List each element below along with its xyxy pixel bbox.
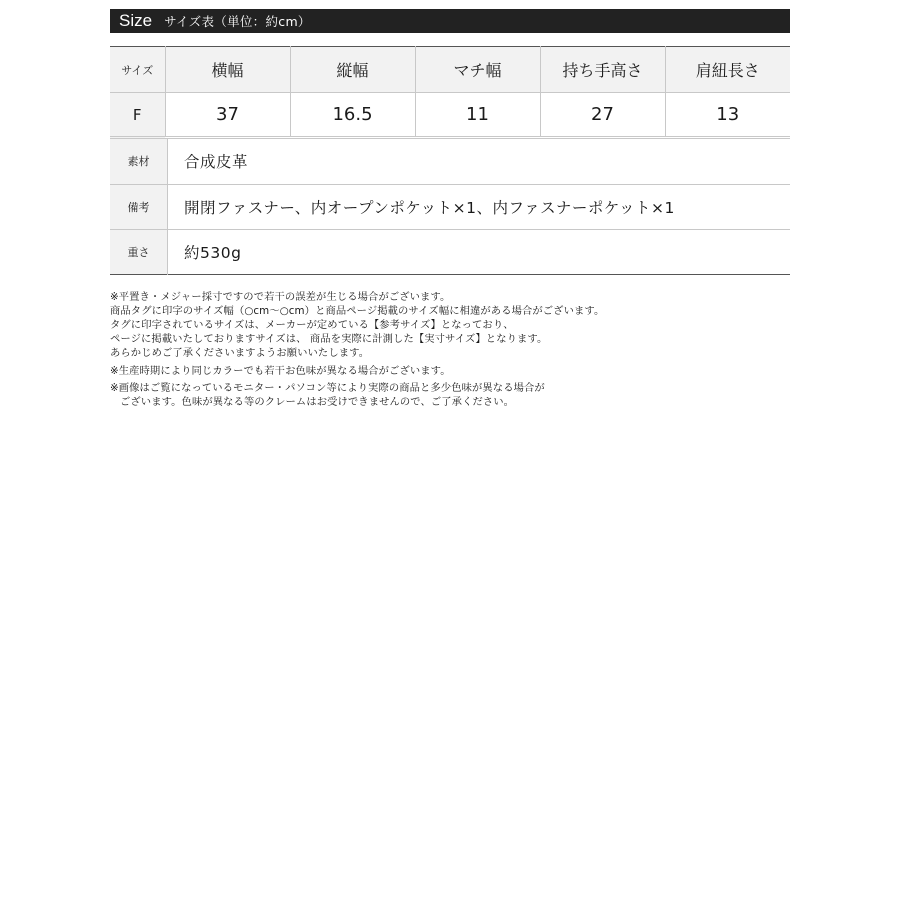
header-width: 横幅 <box>165 47 290 93</box>
note-line: ※生産時期により同じカラーでも若干お色味が異なる場合がございます。 <box>110 364 451 377</box>
info-row-weight <box>110 229 790 274</box>
title-en: Size <box>119 11 153 30</box>
header-handle-height: 持ち手高さ <box>540 47 665 93</box>
row-label: F <box>110 93 165 138</box>
material-label: 素材 <box>110 139 168 184</box>
title-ja: サイズ表（単位：約cm） <box>164 14 311 29</box>
weight-value: 約530g <box>184 243 242 262</box>
remarks-value: 開閉ファスナー、内オープンポケット×1、内ファスナーポケット×1 <box>184 198 675 217</box>
info-row-remarks <box>110 184 790 229</box>
note-line: ございます。色味が異なる等のクレームはお受けできませんので、ご了承ください。 <box>120 395 515 408</box>
remarks-label: 備考 <box>110 184 168 229</box>
info-table <box>110 139 790 275</box>
size-table-row <box>110 93 790 138</box>
info-row-material <box>110 139 790 184</box>
notes <box>110 290 790 410</box>
value-strap-length: 13 <box>665 93 790 138</box>
header-height: 縦幅 <box>290 47 415 93</box>
note-line: 商品タグに印字のサイズ幅（○cm～○cm）と商品ページ掲載のサイズ幅に相違がある場合がございます。 <box>110 304 605 317</box>
value-height: 16.5 <box>290 93 415 138</box>
value-depth: 11 <box>415 93 540 138</box>
header-strap-length: 肩紐長さ <box>665 47 790 93</box>
header-corner: サイズ <box>121 63 154 77</box>
header-depth: マチ幅 <box>415 47 540 93</box>
size-table-header-row <box>110 47 790 93</box>
note-line: ページに掲載いたしておりますサイズは、 商品を実際に計測した【実寸サイズ】となります。 <box>110 333 548 346</box>
size-chart <box>110 9 790 409</box>
note-line: あらかじめご了承くださいますようお願いいたします。 <box>110 347 370 360</box>
note-line: ※画像はご覧になっているモニター・パソコン等により実際の商品と多少色味が異なる場合が <box>110 381 545 394</box>
title-bar <box>110 9 790 33</box>
size-table <box>110 46 790 139</box>
note-line: ※平置き・メジャー採寸ですので若干の誤差が生じる場合がございます。 <box>110 290 451 303</box>
material-value: 合成皮革 <box>184 153 249 172</box>
weight-label: 重さ <box>110 229 168 274</box>
value-width: 37 <box>165 93 290 138</box>
value-handle-height: 27 <box>540 93 665 138</box>
note-line: タグに印字されているサイズは、メーカーが定めている【参考サイズ】となっており、 <box>110 318 514 331</box>
